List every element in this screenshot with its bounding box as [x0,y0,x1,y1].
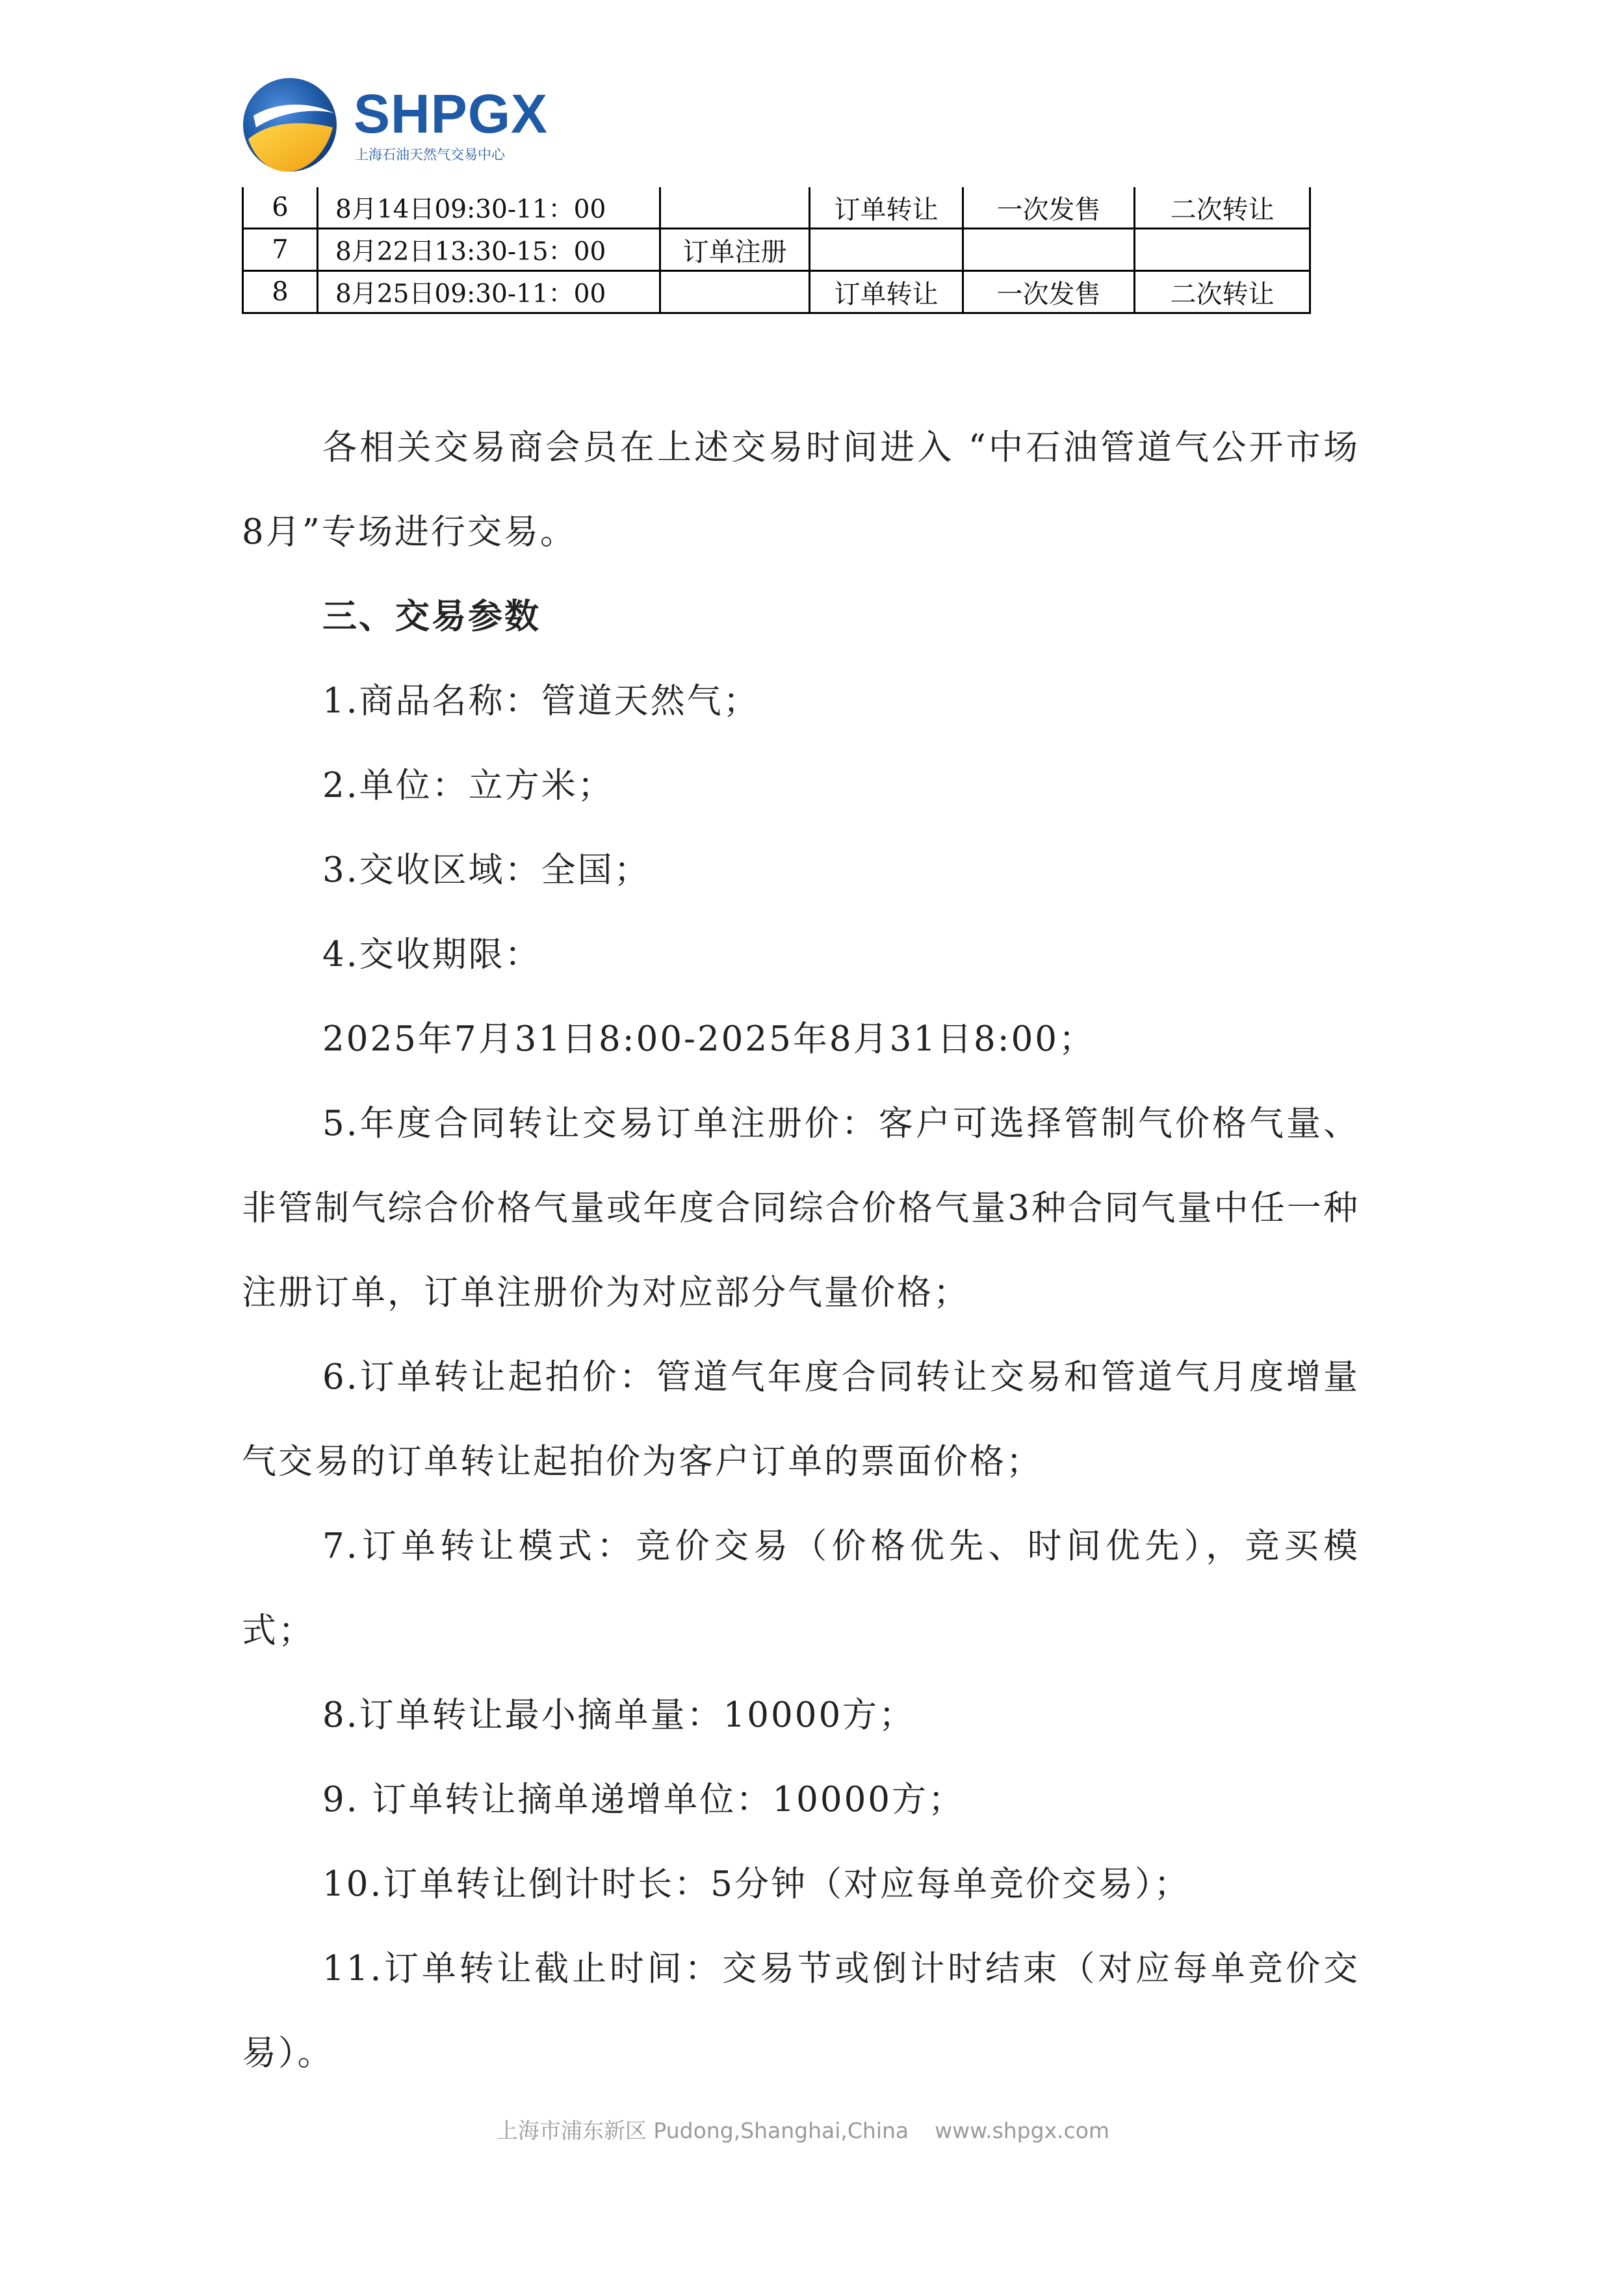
trading-time: 8月22日13:30-15：00 [318,229,660,271]
page-footer [0,2114,1606,2145]
trading-time: 8月14日09:30-11：00 [318,187,660,229]
footer-website: www.shpgx.com [935,2118,1110,2143]
second-transfer-cell: 二次转让 [1135,187,1310,229]
param-item: 1.商品名称：管道天然气； [322,681,760,721]
table-row [243,229,1310,271]
param-item: 9. 订单转让摘单递增单位：10000方； [322,1780,965,1820]
order-transfer-cell: 订单转让 [810,187,963,229]
order-registration-cell [660,187,810,229]
param-item: 10.订单转让倒计时长：5分钟（对应每单竞价交易）； [322,1864,1191,1904]
table-row [243,187,1310,229]
logo-subtitle: 上海石油天然气交易中心 [355,147,505,163]
row-number: 8 [243,271,318,313]
param-item: 4.交收期限： [322,935,541,974]
second-transfer-cell: 二次转让 [1135,271,1310,313]
order-registration-cell: 订单注册 [660,229,810,271]
trading-time: 8月25日09:30-11：00 [318,271,660,313]
logo-wordmark: SHPGX [354,83,549,144]
order-transfer-cell [810,229,963,271]
section-heading: 三、交易参数 [322,597,541,636]
second-transfer-cell [1135,229,1310,271]
document-body [242,406,1360,2096]
param-item: 7.订单转让模式：竞价交易（价格优先、时间优先），竞买模式； [242,1526,1360,1650]
param-item: 5.年度合同转让交易订单注册价：客户可选择管制气价格气量、非管制气综合价格气量或年度合同综合价格气量3种合同气量中任一种注册订单，订单注册价为对应部分气量价格； [242,1104,1360,1312]
table-row [243,271,1310,313]
trading-schedule-table [242,187,1311,314]
first-sale-cell: 一次发售 [963,271,1135,313]
param-item: 6.订单转让起拍价：管道气年度合同转让交易和管道气月度增量气交易的订单转让起拍价为客户订单的票面价格； [242,1357,1360,1481]
row-number: 7 [243,229,318,271]
intro-paragraph: 各相关交易商会员在上述交易时间进入 “中石油管道气公开市场8月”专场进行交易。 [242,428,1360,552]
first-sale-cell: 一次发售 [963,187,1135,229]
shpgx-globe-icon [242,77,338,173]
param-item: 11.订单转让截止时间：交易节或倒计时结束（对应每单竞价交易）。 [242,1949,1360,2073]
row-number: 6 [243,187,318,229]
param-item: 2.单位：立方米； [322,766,614,805]
order-transfer-cell: 订单转让 [810,271,963,313]
param-item: 8.订单转让最小摘单量：10000方； [322,1695,916,1735]
first-sale-cell [963,229,1135,271]
shpgx-logo [242,73,567,177]
param-item: 2025年7月31日8:00-2025年8月31日8:00； [322,1019,1096,1059]
footer-address: 上海市浦东新区 Pudong,Shanghai,China [496,2118,909,2143]
param-item: 3.交收区域：全国； [322,850,651,890]
order-registration-cell [660,271,810,313]
